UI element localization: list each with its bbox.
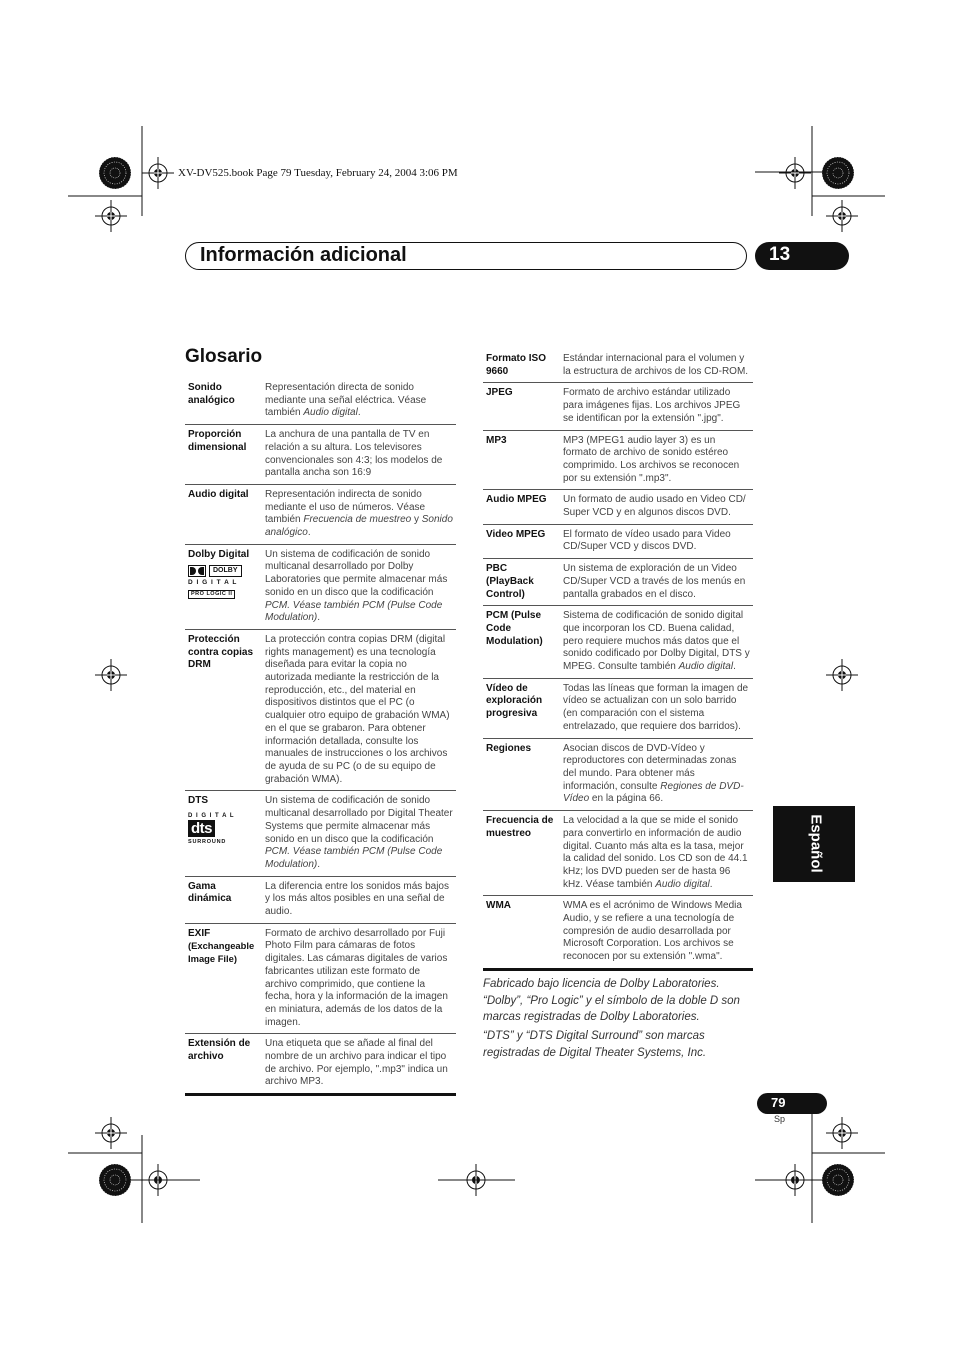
glossary-row — [483, 430, 753, 490]
glossary-row — [185, 378, 456, 425]
glossary-term-cell — [185, 876, 262, 923]
definition-text: . — [733, 661, 736, 673]
definition-text: Todas las líneas que forman la imagen de vídeo se actualizan con un solo barrido (en comparación con el sistema entrelazado, que requiere dos barridos). — [563, 682, 749, 732]
glossary-term: Extensión de archivo — [188, 1038, 251, 1063]
dolby-digital-pro-logic-logo — [188, 565, 259, 600]
dts-digital-surround-logo — [188, 812, 259, 846]
page-number-badge — [757, 1093, 827, 1114]
glossary-term: WMA — [486, 900, 511, 912]
definition-text: La anchura de una pantalla de TV en relación a su altura. Los televisores convencionales son 4:3; los modelos de pantalla ancha son 16:9 — [265, 429, 443, 479]
definition-text: y — [411, 514, 422, 526]
glossary-term: Audio MPEG — [486, 494, 547, 506]
glossary-term: Frecuencia de muestreo — [486, 815, 554, 839]
definition-text: Un sistema de codificación de sonido multicanal desarrollado por Dolby Laboratories que permite almacenar más sonido en un disco que la codificación — [265, 548, 448, 598]
dts-logo-digital: D I G I T A L — [188, 813, 235, 820]
glossary-row — [185, 876, 456, 923]
glossary-term-cell — [483, 430, 560, 490]
definition-text: La diferencia entre los sonidos más bajos y los más altos posibles en una señal de audio. — [265, 880, 449, 918]
glossary-definition — [262, 544, 456, 629]
glossary-term-cell — [483, 524, 560, 558]
glossary-definition — [262, 923, 456, 1034]
glossary-term-cell — [185, 791, 262, 876]
glossary-definition — [560, 524, 753, 558]
glossary-table-right — [483, 349, 753, 971]
glossary-term: Proporción dimensional — [188, 429, 247, 453]
definition-text: Un formato de audio usado en Video CD/ Super VCD y en algunos discos DVD. — [563, 494, 746, 519]
definition-italic-text: Sonido analógico — [265, 514, 453, 539]
glossary-definition — [262, 484, 456, 544]
definition-text: Formato de archivo desarrollado por Fuji Photo Film para cámaras de fotos digitales. Las cámaras digitales de varios fabricantes utilizan este formato de archivo comprimido, que contiene la fecha, hora y la información de la imagen en miniatura, además de los datos de la imagen. — [265, 927, 448, 1028]
glossary-definition — [262, 876, 456, 923]
glossary-term-cell — [483, 559, 560, 606]
glossary-term-cell — [483, 490, 560, 524]
glossary-term: Formato ISO 9660 — [486, 353, 547, 377]
dolby-logo-word: DOLBY — [209, 565, 242, 577]
glossary-definition — [262, 791, 456, 876]
glossary-term-cell — [185, 544, 262, 629]
footnote-dolby: Fabricado bajo licencia de Dolby Laboratories. “Dolby”, “Pro Logic” y el símbolo de la doble D son marcas registradas de Dolby Laboratories. — [483, 978, 740, 1023]
definition-text: Estándar internacional para el volumen y la estructura de archivos de los CD-ROM. — [563, 353, 749, 377]
definition-text: La protección contra copias DRM (digital rights management) es una tecnología diseñada para evitar la copia no autorizada mediante la restricción de la reproducción, etc., del material en dispositivos distintos que el PC (o cualquier otro equipo de grabación WMA) en el que se grabaron. Para obtener información detallada, consulte los manuales de instrucciones o los archivos de ayuda de su PC (o de su equipo de grabación WMA). — [265, 633, 450, 785]
page-language-code: Sp — [774, 1114, 786, 1124]
definition-text: . — [317, 612, 321, 624]
definition-text: Sistema de codificación de sonido digital que incorporan los CD. Buena calidad, pero requiere muchos más datos que el sonido codificado por Dolby Digital, DTS y MPEG. Consulte también — [563, 610, 750, 673]
chapter-title-bar — [185, 242, 747, 270]
glossary-row — [483, 738, 753, 811]
dolby-logo-prologic: PRO LOGIC II — [188, 590, 235, 599]
glossary-definition — [560, 811, 753, 896]
definition-text: La velocidad a la que se mide el sonido para convertirlo en información de audio digital. Cuanto más alta es la tasa, mejor la calidad del sonido. Los CD son de 44.1 kHz; los DVD pueden ser de hasta 96 kHz. Véase también — [563, 815, 748, 890]
dts-logo-surround: SURROUND — [188, 838, 227, 845]
glossary-definition — [262, 629, 456, 790]
glossary-row — [185, 791, 456, 876]
definition-italic-text: Audio digital — [303, 407, 358, 419]
definition-text: . — [307, 527, 311, 539]
glossary-definition — [262, 1034, 456, 1095]
language-tab — [773, 806, 855, 882]
definition-text: Un sistema de exploración de un Video CD/Super VCD a través de los menús en pantalla grabados en el disco. — [563, 563, 746, 600]
glossary-term-cell — [185, 923, 262, 1034]
glossary-term: PBC (PlayBack Control) — [486, 563, 534, 600]
glossary-row — [483, 524, 753, 558]
glossary-definition — [560, 738, 753, 811]
glossary-term-subtitle: (Exchangeable Image File) — [188, 940, 255, 965]
glossary-row — [483, 896, 753, 970]
glossary-row — [483, 383, 753, 430]
definition-text: MP3 (MPEG1 audio layer 3) es un formato de archivo de sonido estéreo comprimido. Los archivos se reconocen por su extensión ".mp3". — [563, 434, 740, 484]
glossary-term-cell — [483, 349, 560, 383]
dolby-logo-digital: D I G I T A L — [188, 579, 238, 587]
definition-italic-text: PCM. Véase también PCM (Pulse Code Modulation) — [265, 599, 443, 624]
page-number: 79 — [771, 1095, 786, 1110]
glossary-term-cell — [185, 425, 262, 485]
definition-text: Una etiqueta que se añade al final del nombre de un archivo para indicar el tipo de archivo. Por ejemplo, ".mp3" indica un archivo MP3. — [265, 1038, 448, 1088]
glossary-term-cell — [185, 1034, 262, 1095]
definition-text: Representación directa de sonido mediante una señal eléctrica. Véase también — [265, 382, 427, 419]
glossary-definition — [560, 559, 753, 606]
definition-text: Formato de archivo estándar utilizado para imágenes fijas. Los archivos JPEG se identifican por la extensión ".jpg". — [563, 387, 741, 424]
glossary-term: Sonido analógico — [188, 382, 235, 406]
glossary-definition — [560, 606, 753, 679]
glossary-term: Video MPEG — [486, 528, 546, 540]
glossary-definition — [560, 490, 753, 524]
definition-italic-text: Regiones de DVD-Vídeo — [563, 780, 744, 805]
definition-text: WMA es el acrónimo de Windows Media Audio, y se refiere a una tecnología de compresión de audio desarrollada por Microsoft Corporation. Los archivos se reconocen por su extensión ".wma". — [563, 900, 742, 963]
chapter-number: 13 — [769, 244, 791, 265]
glossary-term-cell — [483, 896, 560, 970]
glossary-row — [185, 484, 456, 544]
glossary-term-cell — [483, 606, 560, 679]
glossary-table-left — [185, 378, 456, 1096]
glossary-term: Audio digital — [188, 488, 249, 500]
glossary-term-cell — [483, 383, 560, 430]
glossary-term: Vídeo de exploración progresiva — [486, 682, 543, 720]
language-tab-label: Español — [807, 814, 825, 873]
definition-text: . — [357, 407, 361, 419]
definition-text: en la página 66. — [589, 793, 664, 805]
chapter-title: Información adicional — [200, 244, 407, 266]
glossary-row — [483, 559, 753, 606]
glossary-term-cell — [483, 738, 560, 811]
print-header-note: XV-DV525.book Page 79 Tuesday, February 24, 2004 3:06 PM — [178, 167, 458, 179]
glossary-definition — [262, 425, 456, 485]
glossary-term-cell — [185, 378, 262, 425]
glossary-term: JPEG — [486, 387, 513, 399]
glossary-row — [185, 923, 456, 1034]
glossary-term: Protección contra copias DRM — [188, 633, 254, 671]
glossary-term-cell — [185, 629, 262, 790]
glossary-row — [185, 425, 456, 485]
glossary-term: MP3 — [486, 434, 507, 446]
definition-italic-text: PCM. Véase también PCM (Pulse Code Modulation) — [265, 846, 443, 870]
glossary-row — [483, 678, 753, 738]
glossary-term-cell — [185, 484, 262, 544]
glossary-definition — [560, 430, 753, 490]
glossary-row — [483, 490, 753, 524]
footnote-dts: “DTS” y “DTS Digital Surround” son marcas registradas de Digital Theater Systems, Inc. — [483, 1030, 707, 1059]
definition-text: Representación indirecta de sonido mediante el uso de números. Véase también — [265, 488, 426, 526]
glossary-row — [185, 629, 456, 790]
definition-text: . — [709, 878, 713, 890]
definition-text: El formato de vídeo usado para Video CD/Super VCD y discos DVD. — [563, 528, 731, 553]
glossary-definition — [560, 349, 753, 383]
glossary-row — [483, 606, 753, 679]
glossary-term: PCM (Pulse Code Modulation) — [486, 610, 543, 647]
dts-logo-mark: dts — [188, 820, 215, 837]
definition-text: Un sistema de codificación de sonido multicanal desarrollado por Digital Theater Systems que permite almacenar más sonido en un disco que la codificación — [265, 795, 453, 845]
glossary-row — [185, 1034, 456, 1095]
glossary-term: EXIF — [188, 927, 211, 939]
glossary-row — [185, 544, 456, 629]
glossary-term-cell — [483, 678, 560, 738]
glossary-row — [483, 811, 753, 896]
glossary-definition — [262, 378, 456, 425]
definition-text: Asocian discos de DVD-Vídeo y reproductores con determinadas zonas del mundo. Para obtener más información, consulte — [563, 742, 737, 792]
glossary-definition — [560, 896, 753, 970]
glossary-term: Regiones — [486, 742, 532, 754]
glossary-row — [483, 349, 753, 383]
definition-italic-text: Audio digital — [678, 661, 734, 673]
glossary-term: Gama dinámica — [188, 880, 232, 905]
glossary-term: DTS — [188, 795, 208, 807]
section-title: Glosario — [185, 346, 263, 367]
definition-italic-text: Audio digital — [655, 878, 710, 890]
glossary-term-cell — [483, 811, 560, 896]
definition-text: . — [317, 858, 321, 870]
chapter-number-badge — [755, 242, 849, 270]
glossary-definition — [560, 383, 753, 430]
glossary-definition — [560, 678, 753, 738]
definition-italic-text: Frecuencia de muestreo — [303, 514, 412, 526]
double-d-icon — [188, 565, 206, 577]
glossary-term: Dolby Digital — [188, 548, 250, 560]
